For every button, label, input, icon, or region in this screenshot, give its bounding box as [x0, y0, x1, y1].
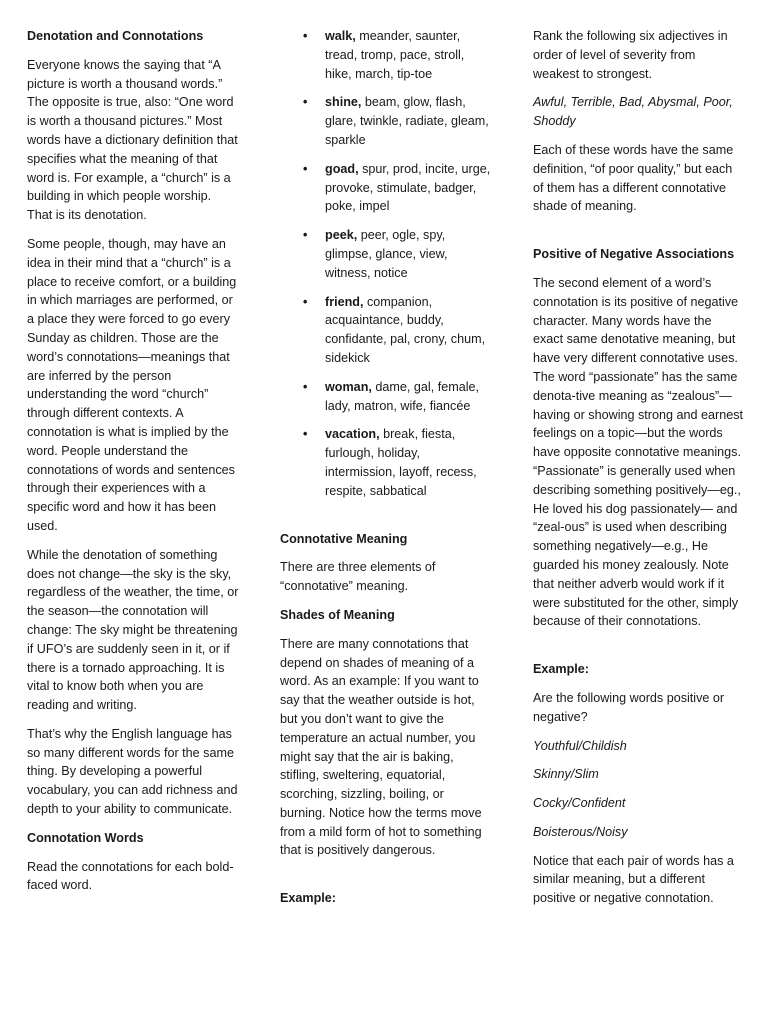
bold-term: shine,	[325, 95, 362, 110]
adjective-list: Awful, Terrible, Bad, Abysmal, Poor, Shoddy	[533, 95, 733, 129]
synonyms: beam, glow, flash, glare, twinkle, radiate, gleam, sparkle	[325, 95, 489, 147]
paragraph: Are the following words positive or negative?	[533, 690, 725, 724]
paragraph: While the denotation of something does not change—the sky is the sky, regardless of the weather, the time, or the season—the connotation will change: The sky might be threatening if UFO’s are suddenly seen in it, or if there is a tornado approaching. It is vital to know both when you are reading and writing.	[27, 547, 239, 713]
paragraph: Some people, though, may have an idea in their mind that a “church” is a place to receive comfort, or a building in which marriages are performed, or a place they were forced to go every Sunday as children. Those are the word’s connotations—meanings that are inferred by the person understanding the word “church” through different contexts. A connotation is what is implied by the word. People understand the connotations of words and sentences through their experiences with a specific word and how it has been used.	[27, 236, 237, 533]
column-2	[280, 27, 492, 918]
paragraph: There are three elements of “connotative” meaning.	[280, 560, 436, 594]
synonyms: spur, prod, incite, urge, provoke, stimulate, badger, poke, impel	[325, 161, 491, 214]
paragraph: The second element of a word’s connotation is its positive of negative character. Many words have the exact same denotative meaning, but have very different connotative uses. The word “passionate” has the same denota-tive meaning as “zealous”—having or showing strong and earnest feelings on a topic—but the words have opposite connotative meanings. “Passionate” is generally used when describing something positively—eg., He loved his dog passionately— and “zeal-ous” is used when describing something negatively—e.g., He guarded his money zealously. Note that neither adverb would work if it were substituted for the other, simply because of their connotations.	[533, 275, 744, 629]
section-heading-example: Example:	[280, 891, 336, 906]
section-heading-example: Example:	[533, 662, 589, 677]
word-pair: Cocky/Confident	[533, 796, 626, 811]
synonyms: break, fiesta, furlough, holiday, intermission, layoff, recess, respite, sabbatical	[325, 427, 477, 498]
bullet-icon: •	[303, 161, 308, 176]
list-item	[303, 27, 492, 83]
bullet-icon: •	[303, 95, 308, 110]
bold-term: peek,	[325, 228, 358, 243]
bullet-icon: •	[303, 228, 308, 243]
word-pair: Boisterous/Noisy	[533, 824, 628, 839]
section-heading-connotation-words: Connotation Words	[27, 830, 144, 845]
bold-term: woman,	[325, 379, 372, 394]
connotation-word-list	[280, 27, 492, 501]
list-item	[303, 293, 492, 368]
section-heading-associations: Positive of Negative Associations	[533, 247, 735, 262]
synonyms: dame, gal, female, lady, matron, wife, fiancée	[325, 379, 479, 413]
word-pair: Skinny/Slim	[533, 767, 599, 782]
bullet-icon: •	[303, 29, 308, 43]
synonyms: companion, acquaintance, buddy, confidante, pal, crony, chum, sidekick	[325, 294, 486, 365]
column-3	[533, 27, 745, 918]
paragraph: Rank the following six adjectives in order of level of severity from weakest to strongest.	[533, 29, 728, 81]
paragraph: There are many connotations that depend on shades of meaning of a word. As an example: If you want to say that the weather outside is hot, but you don’t want to give the temperature an actual number, you might say that the air is baking, stifling, sweltering, equatorial, scorching, sizzling, boiling, or burning. Notice how the terms move from a mild form of hot to something that is positively dangerous.	[280, 636, 482, 858]
list-item	[303, 160, 492, 216]
bold-term: vacation,	[325, 427, 380, 442]
paragraph: That’s why the English language has so many different words for the same thing. By developing a powerful vocabulary, you can add richness and depth to your ability to communicate.	[27, 726, 238, 817]
bold-term: walk,	[325, 29, 356, 43]
bullet-icon: •	[303, 294, 308, 309]
paragraph: Everyone knows the saying that “A picture is worth a thousand words.” The opposite is true, also: “One word is worth a thousand pictures.” Most words have a dictionary definition that specifies what the meaning of that word is. For example, a “church” is a building in which people worship. That is its denotation.	[27, 57, 238, 223]
column-1	[27, 27, 239, 905]
bold-term: friend,	[325, 294, 364, 309]
list-item	[303, 425, 492, 500]
paragraph: Notice that each pair of words has a similar meaning, but a different positive or negative connotation.	[533, 853, 734, 906]
section-heading-connotative-meaning: Connotative Meaning	[280, 531, 408, 546]
paragraph: Each of these words have the same definition, “of poor quality,” but each of them has a different connotative shade of meaning.	[533, 142, 734, 214]
section-heading-denotation: Denotation and Connotations	[27, 29, 204, 43]
list-item	[303, 226, 492, 282]
list-item	[303, 93, 492, 149]
bullet-icon: •	[303, 379, 308, 394]
synonyms: peer, ogle, spy, glimpse, glance, view, witness, notice	[325, 228, 448, 280]
list-item	[303, 378, 492, 416]
synonyms: meander, saunter, tread, tromp, pace, stroll, hike, march, tip-toe	[325, 29, 465, 81]
section-heading-shades-of-meaning: Shades of Meaning	[280, 607, 395, 622]
bullet-icon: •	[303, 427, 308, 442]
paragraph: Read the connotations for each bold-faced word.	[27, 859, 234, 893]
bold-term: goad,	[325, 161, 359, 176]
word-pair: Youthful/Childish	[533, 738, 627, 753]
